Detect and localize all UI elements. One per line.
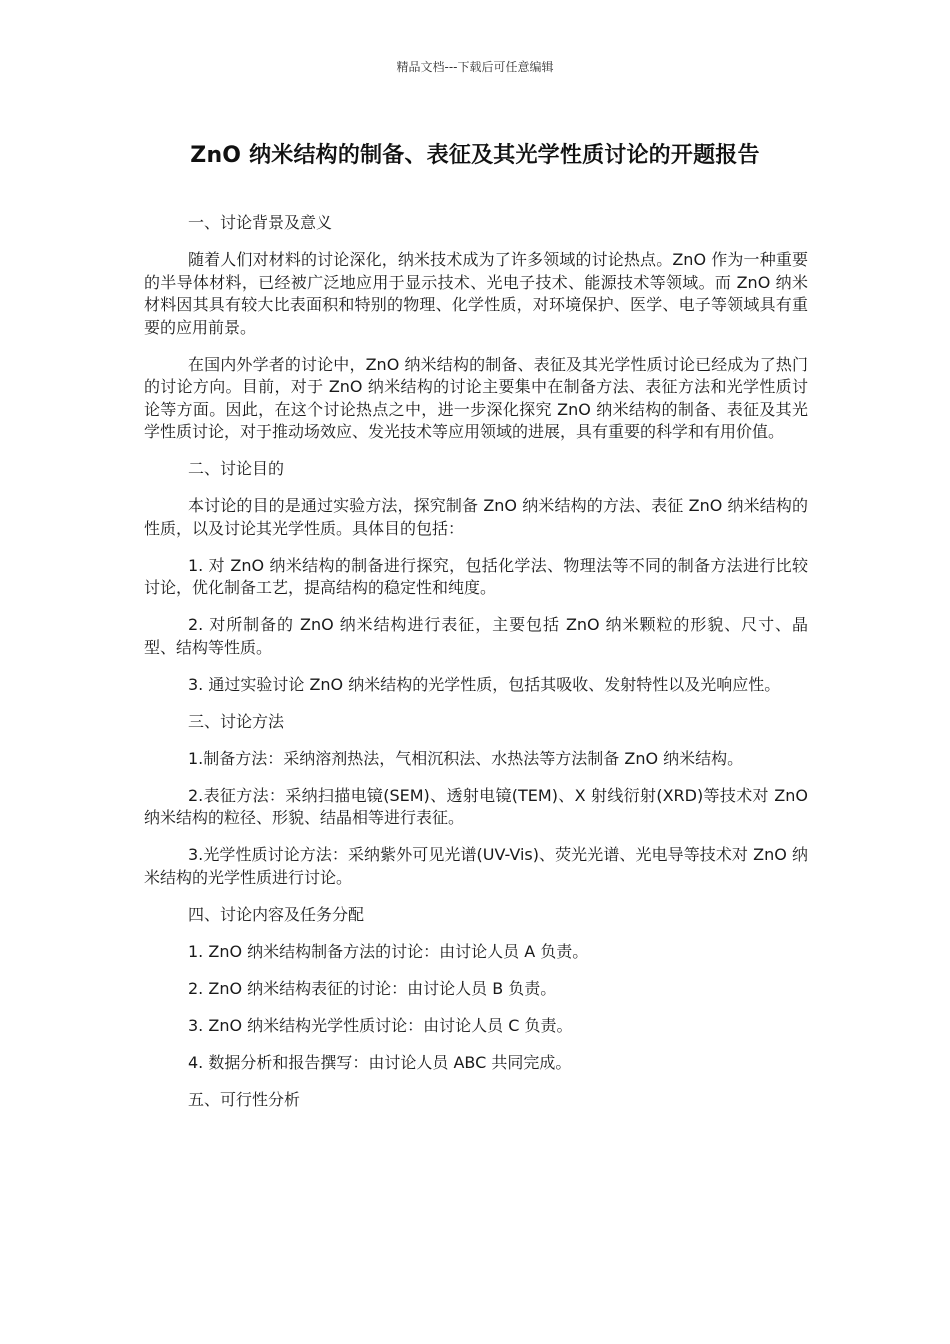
- list-item-methods-1: 1.制备方法：采纳溶剂热法，气相沉积法、水热法等方法制备 ZnO 纳米结构。: [188, 748, 744, 768]
- list-item-purpose-3: 3. 通过实验讨论 ZnO 纳米结构的光学性质，包括其吸收、发射特性以及光响应性。: [188, 674, 781, 694]
- list-item-purpose-1: 1. 对 ZnO 纳米结构的制备进行探究，包括化学法、物理法等不同的制备方法进行比较讨论，优化制备工艺，提高结构的稳定性和纯度。: [144, 555, 808, 597]
- list-item-tasks-2: 2. ZnO 纳米结构表征的讨论：由讨论人员 B 负责。: [188, 978, 557, 998]
- section-heading-background: 一、讨论背景及意义: [188, 213, 333, 232]
- paragraph-background-2: 在国内外学者的讨论中，ZnO 纳米结构的制备、表征及其光学性质讨论已经成为了热门的讨论方向。目前，对于 ZnO 纳米结构的讨论主要集中在制备方法、表征方法和光学性质讨论等方面。因此，在这个讨论热点之中，进一步深化探究 ZnO 纳米结构的制备、表征及其光学性质讨论，对于推动场效应、发光技术等应用领域的进展，具有重要的科学和有用价值。: [144, 354, 808, 441]
- paragraph-background-1: 随着人们对材料的讨论深化，纳米技术成为了许多领域的讨论热点。ZnO 作为一种重要的半导体材料，已经被广泛地应用于显示技术、光电子技术、能源技术等领域。而 ZnO 纳米材料因其具有较大比表面积和特别的物理、化学性质，对环境保护、医学、电子等领域具有重要的应用前景。: [144, 250, 808, 337]
- section-heading-feasibility: 五、可行性分析: [188, 1089, 301, 1109]
- list-item-purpose-2: 2. 对所制备的 ZnO 纳米结构进行表征，主要包括 ZnO 纳米颗粒的形貌、尺寸、晶型、结构等性质。: [144, 615, 808, 657]
- document-body: [144, 212, 808, 1126]
- list-item-tasks-3: 3. ZnO 纳米结构光学性质讨论：由讨论人员 C 负责。: [188, 1015, 573, 1035]
- header-note: 精品文档---下载后可任意编辑: [396, 60, 554, 74]
- list-item-methods-3: 3.光学性质讨论方法：采纳紫外可见光谱(UV-Vis)、荧光光谱、光电导等技术对 ZnO 纳米结构的光学性质进行讨论。: [144, 845, 808, 887]
- section-heading-methods: 三、讨论方法: [188, 711, 285, 731]
- document-title: ZnO 纳米结构的制备、表征及其光学性质讨论的开题报告: [190, 143, 760, 168]
- list-item-tasks-4: 4. 数据分析和报告撰写：由讨论人员 ABC 共同完成。: [188, 1052, 572, 1072]
- section-heading-tasks: 四、讨论内容及任务分配: [188, 904, 365, 924]
- list-item-tasks-1: 1. ZnO 纳米结构制备方法的讨论：由讨论人员 A 负责。: [188, 941, 589, 961]
- paragraph-purpose: 本讨论的目的是通过实验方法，探究制备 ZnO 纳米结构的方法、表征 ZnO 纳米结构的性质，以及讨论其光学性质。具体目的包括：: [144, 496, 808, 538]
- section-heading-purpose: 二、讨论目的: [188, 459, 285, 478]
- list-item-methods-2: 2.表征方法：采纳扫描电镜(SEM)、透射电镜(TEM)、X 射线衍射(XRD)等技术对 ZnO 纳米结构的粒径、形貌、结晶相等进行表征。: [144, 785, 808, 827]
